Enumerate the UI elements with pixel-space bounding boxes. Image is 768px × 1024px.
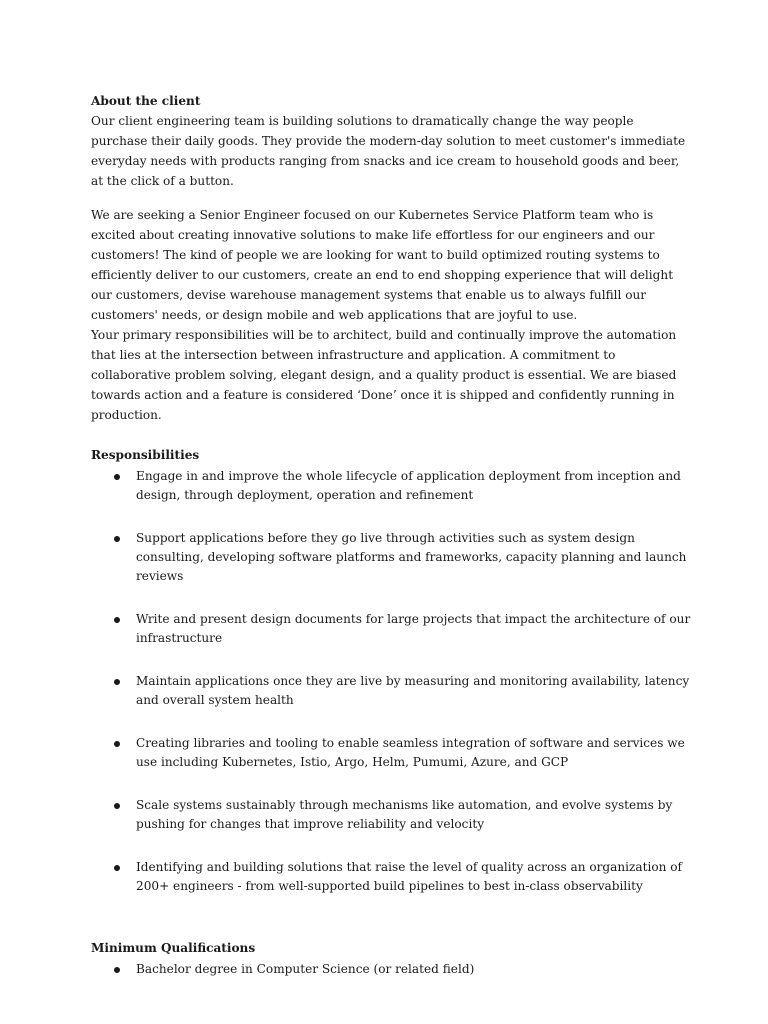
list-item <box>91 467 691 505</box>
list-item-text: Support applications before they go live through activities such as system design consulting, developing software platforms and frameworks, capacity planning and launch reviews <box>136 531 687 583</box>
list-item <box>91 610 691 648</box>
list-item-text: Bachelor degree in Computer Science (or related field) <box>136 962 475 976</box>
bullet-icon <box>114 536 120 542</box>
about-paragraph: Our client engineering team is building solutions to dramatically change the way people purchase their daily goods. They provide the modern-day solution to meet customer's immediate everyday needs with products ranging from snacks and ice cream to household goods and beer, at the click of a button. <box>91 114 686 188</box>
bullet-icon <box>114 474 120 480</box>
intro-paragraph-2: Your primary responsibilities will be to architect, build and continually improve the automation that lies at the intersection between infrastructure and application. A commitment to collaborative problem solving, elegant design, and a quality product is essential. We are biased towards action and a feature is considered ‘Done’ once it is shipped and confidently running in production. <box>91 328 677 422</box>
intro-paragraph-1: We are seeking a Senior Engineer focused on our Kubernetes Service Platform team who is excited about creating innovative solutions to make life effortless for our engineers and our customers! The kind of people we are looking for want to build optimized routing systems to efficiently deliver to our customers, create an end to end shopping experience that will delight our customers, devise warehouse management systems that enable us to always fulfill our customers' needs, or design mobile and web applications that are joyful to use. <box>91 208 674 322</box>
qualifications-heading: Minimum Qualifications <box>91 941 256 955</box>
bullet-icon <box>114 865 120 871</box>
list-item <box>91 529 691 586</box>
list-item-text: Maintain applications once they are live by measuring and monitoring availability, latency and overall system health <box>136 674 690 707</box>
list-item-text: Write and present design documents for large projects that impact the architecture of our infrastructure <box>136 612 691 645</box>
bullet-icon <box>114 617 120 623</box>
list-item-text: Identifying and building solutions that raise the level of quality across an organization of 200+ engineers - from well-supported build pipelines to best in-class observability <box>136 860 682 893</box>
document-page <box>91 91 691 979</box>
qualifications-list <box>91 960 691 979</box>
list-item-text: Engage in and improve the whole lifecycle of application deployment from inception and design, through deployment, operation and refinement <box>136 469 681 502</box>
list-item <box>91 672 691 710</box>
bullet-icon <box>114 679 120 685</box>
list-item <box>91 960 691 979</box>
responsibilities-heading: Responsibilities <box>91 448 200 462</box>
list-item <box>91 796 691 834</box>
about-heading: About the client <box>91 94 201 108</box>
bullet-icon <box>114 803 120 809</box>
list-item-text: Scale systems sustainably through mechanisms like automation, and evolve systems by pushing for changes that improve reliability and velocity <box>136 798 673 831</box>
bullet-icon <box>114 967 120 973</box>
list-item <box>91 858 691 896</box>
bullet-icon <box>114 741 120 747</box>
list-item-text: Creating libraries and tooling to enable seamless integration of software and services we use including Kubernetes, Istio, Argo, Helm, Pumumi, Azure, and GCP <box>136 736 685 769</box>
responsibilities-list <box>91 467 691 896</box>
list-item <box>91 734 691 772</box>
